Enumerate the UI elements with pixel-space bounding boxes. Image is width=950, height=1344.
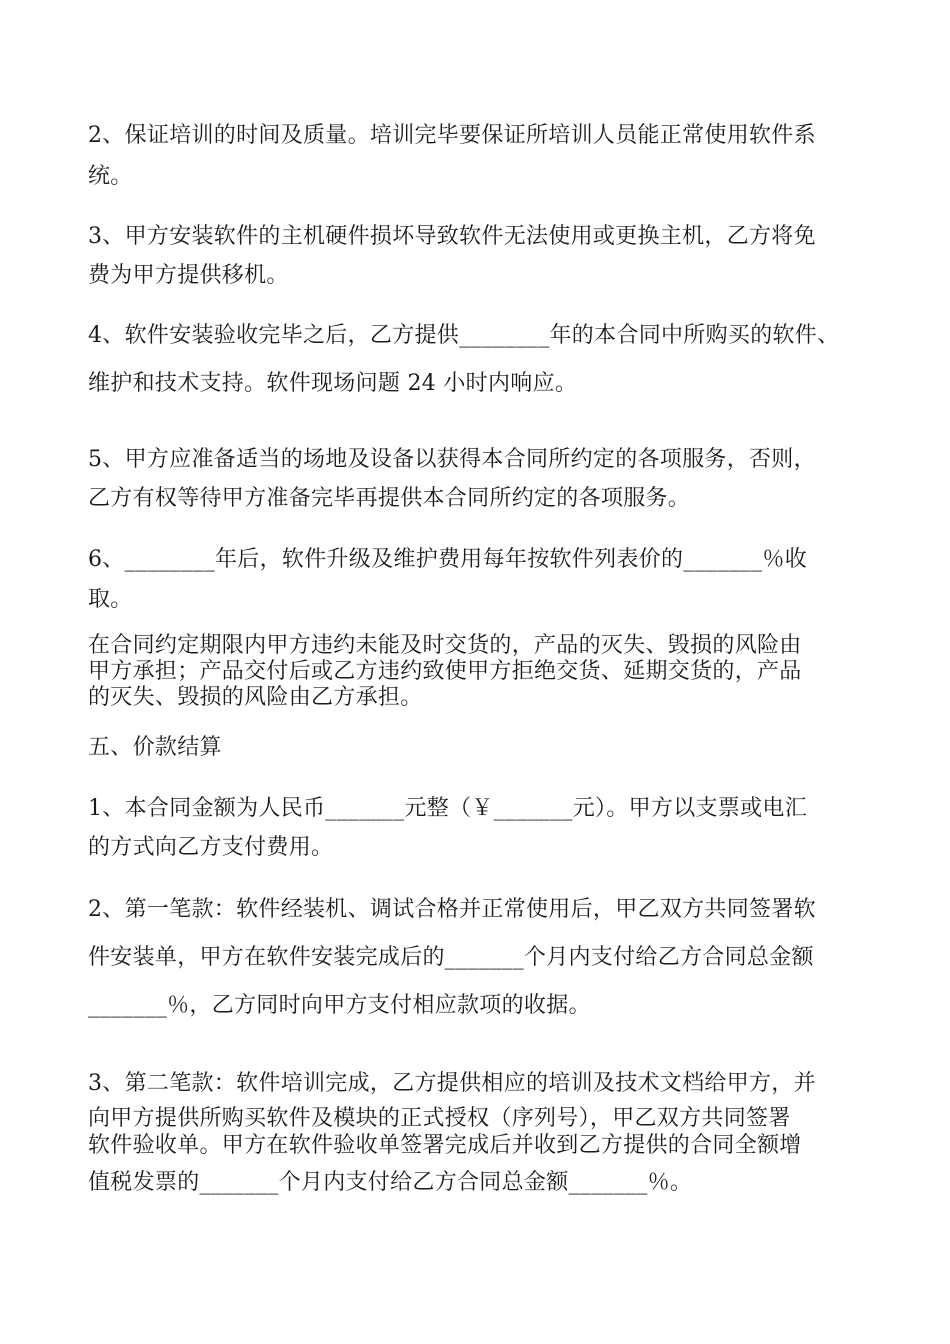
risk-paragraph-line-2: 甲方承担；产品交付后或乙方违约致使甲方拒绝交货、延期交货的，产品 xyxy=(88,659,802,684)
clause-4-line-2: 维护和技术支持。软件现场问题 24 小时内响应。 xyxy=(88,371,578,396)
payment-3-line-3: 软件验收单。甲方在软件验收单签署完成后并收到乙方提供的合同全额增 xyxy=(88,1133,802,1158)
payment-1-line-2: 的方式向乙方支付费用。 xyxy=(88,835,334,860)
clause-6-line-2: 取。 xyxy=(88,587,133,612)
clause-5-line-1: 5、甲方应准备适当的场地及设备以获得本合同所约定的各项服务，否则， xyxy=(88,447,816,472)
clause-5-line-2: 乙方有权等待甲方准备完毕再提供本合同所约定的各项服务。 xyxy=(88,486,691,511)
clause-6-line-1: 6、________年后，软件升级及维护费用每年按软件列表价的_______％收 xyxy=(88,547,807,572)
payment-3-line-1: 3、第二笔款：软件培训完成，乙方提供相应的培训及技术文档给甲方，并 xyxy=(88,1071,816,1096)
payment-2-line-3: _______％，乙方同时向甲方支付相应款项的收据。 xyxy=(88,993,591,1018)
clause-3-line-2: 费为甲方提供移机。 xyxy=(88,263,289,288)
payment-2-line-1: 2、第一笔款：软件经装机、调试合格并正常使用后，甲乙双方共同签署软 xyxy=(88,897,816,922)
payment-2-line-2: 件安装单，甲方在软件安装完成后的_______个月内支付给乙方合同总金额 xyxy=(88,945,814,970)
clause-2-line-1: 2、保证培训的时间及质量。培训完毕要保证所培训人员能正常使用软件系 xyxy=(88,123,816,148)
risk-paragraph-line-1: 在合同约定期限内甲方违约未能及时交货的，产品的灭失、毁损的风险由 xyxy=(88,633,802,658)
clause-4-line-1: 4、软件安装验收完毕之后，乙方提供________年的本合同中所购买的软件、 xyxy=(88,323,840,348)
payment-3-line-2: 向甲方提供所购买软件及模块的正式授权（序列号），甲乙双方共同签署 xyxy=(88,1106,791,1131)
clause-3-line-1: 3、甲方安装软件的主机硬件损坏导致软件无法使用或更换主机，乙方将免 xyxy=(88,224,816,249)
section-heading-payment: 五、价款结算 xyxy=(88,735,222,760)
payment-3-line-4: 值税发票的_______个月内支付给乙方合同总金额_______％。 xyxy=(88,1170,693,1195)
payment-1-line-1: 1、本合同金额为人民币_______元整（￥_______元）。甲方以支票或电汇 xyxy=(88,796,807,821)
clause-2-line-2: 统。 xyxy=(88,164,133,189)
risk-paragraph-line-3: 的灭失、毁损的风险由乙方承担。 xyxy=(88,685,423,710)
